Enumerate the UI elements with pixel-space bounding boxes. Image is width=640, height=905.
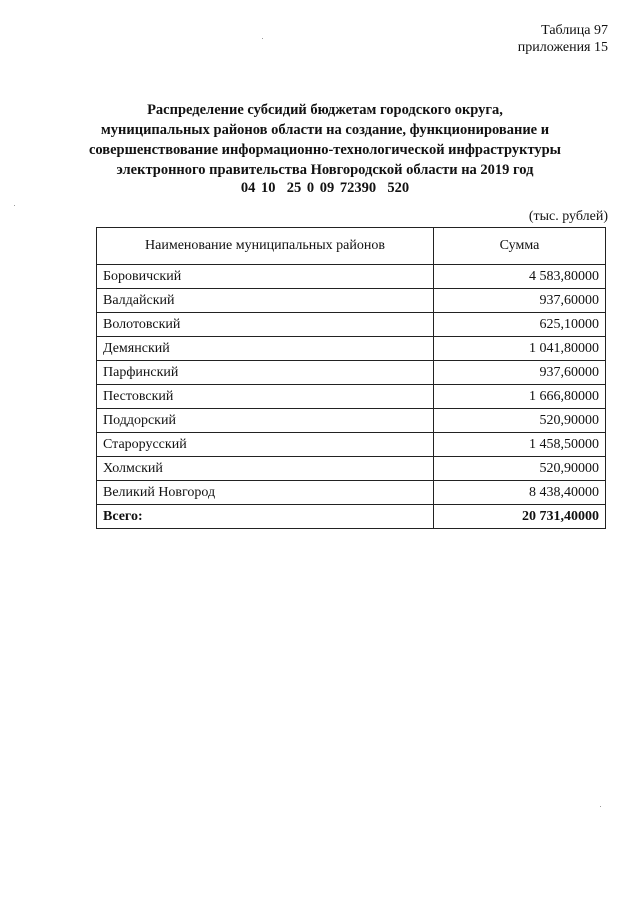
district-sum: 937,60000 [434,361,606,385]
district-name: Демянский [97,337,434,361]
district-sum: 4 583,80000 [434,265,606,289]
district-sum: 937,60000 [434,289,606,313]
column-header-district: Наименование муниципальных районов [97,228,434,265]
appendix-label: приложения 15 [517,40,608,55]
table-row [97,433,606,457]
table-row [97,361,606,385]
table-reference [518,22,608,56]
table-row [97,265,606,289]
title-line: электронного правительства Новгородской области на 2019 год [116,162,534,178]
district-sum: 520,90000 [434,409,606,433]
subsidy-table [96,227,606,529]
district-sum: 1 458,50000 [434,433,606,457]
district-sum: 520,90000 [434,457,606,481]
district-name: Старорусский [97,433,434,457]
district-name: Волотовский [97,313,434,337]
district-sum: 1 041,80000 [434,337,606,361]
table-row [97,337,606,361]
table-total-row [97,505,606,529]
units-label: (тыс. рублей) [528,209,608,224]
district-name: Парфинский [97,361,434,385]
table-row [97,457,606,481]
district-name: Боровичский [97,265,434,289]
district-name: Поддорский [97,409,434,433]
title-line: совершенствование информационно-технологической инфраструктуры [88,142,562,158]
column-header-sum: Сумма [434,228,606,265]
total-label: Всего: [97,505,434,529]
table-row [97,481,606,505]
document-title [60,100,590,180]
district-sum: 625,10000 [434,313,606,337]
table-header-row [97,228,606,265]
district-sum: 8 438,40000 [434,481,606,505]
district-sum: 1 666,80000 [434,385,606,409]
budget-classification-code: 04 10 25 0 09 72390 520 [240,180,410,196]
table-row [97,385,606,409]
table-row [97,409,606,433]
scan-speck [262,38,263,39]
scan-speck [600,806,601,807]
district-name: Пестовский [97,385,434,409]
scan-speck [14,205,15,206]
total-sum: 20 731,40000 [434,505,606,529]
district-name: Великий Новгород [97,481,434,505]
table-row [97,289,606,313]
table-row [97,313,606,337]
title-line: Распределение субсидий бюджетам городского округа, [147,102,503,118]
title-line: муниципальных районов области на создание, функционирование и [100,122,550,138]
table-number-label: Таблица 97 [541,23,608,38]
district-name: Холмский [97,457,434,481]
district-name: Валдайский [97,289,434,313]
